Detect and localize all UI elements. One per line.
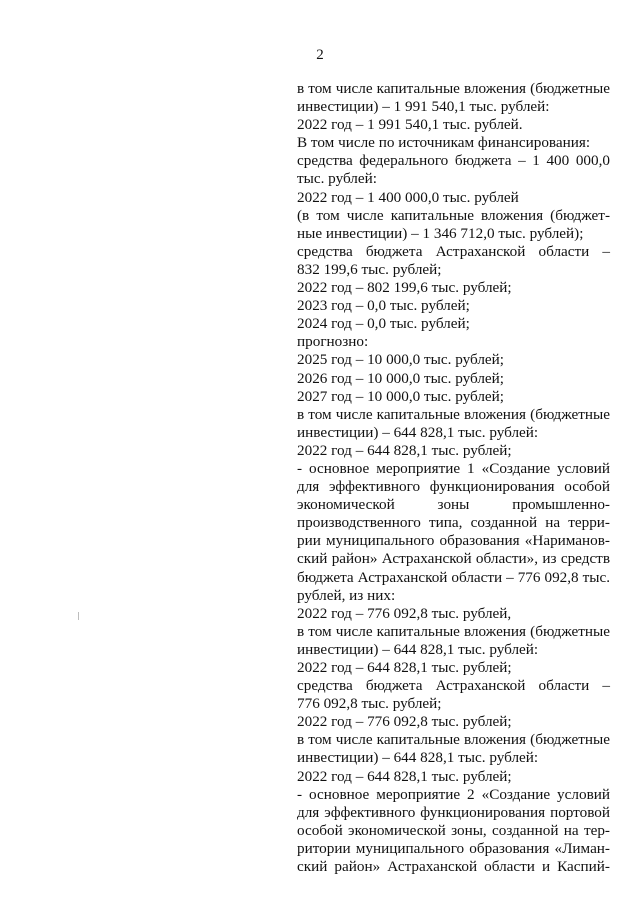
text-line: ский район» Астраханской области и Каспий- [297,858,610,876]
text-line: инвестиции) – 644 828,1 тыс. рублей: [297,749,539,767]
text-line: 2022 год – 776 092,8 тыс. рублей; [297,713,512,731]
text-line: 2022 год – 644 828,1 тыс. рублей; [297,767,512,785]
text-line: 2022 год – 644 828,1 тыс. рублей; [297,659,512,676]
text-line: 2027 год – 10 000,0 тыс. рублей; [297,387,505,405]
text-line: производственного типа, созданной на терри- [297,514,610,532]
text-line: 776 092,8 тыс. рублей; [297,695,442,713]
text-line: инвестиции) – 644 828,1 тыс. рублей: [297,423,539,441]
text-line: прогнозно: [297,333,369,351]
text-line: тыс. рублей: [297,170,377,188]
text-line: ные инвестиции) – 1 346 712,0 тыс. рублей); [297,224,584,242]
text-line: 2024 год – 0,0 тыс. рублей; [297,315,470,333]
text-line: 2025 год – 10 000,0 тыс. рублей; [297,351,505,369]
text-line: в том числе капитальные вложения (бюджетные [297,405,610,423]
text-line: бюджета Астраханской области – 776 092,8 тыс. [297,568,610,586]
text-line: средства бюджета Астраханской области – [297,677,610,695]
text-line: средства федерального бюджета – 1 400 000,0 [297,152,610,170]
text-line: 832 199,6 тыс. рублей; [297,260,442,278]
text-line: для эффективного функционирования особой [297,478,610,496]
text-line: особой экономической зоны, созданной на тер- [297,821,610,839]
text-line: экономической зоны промышленно- [297,496,610,514]
text-line: средства бюджета Астраханской области – [297,242,610,260]
text-line: 2022 год – 1 400 000,0 тыс. рублей [297,188,519,206]
document-body-text [297,80,610,876]
text-line: рии муниципального образования «Нариманов- [297,532,610,550]
text-line: - основное мероприятие 1 «Создание условий [297,459,610,477]
text-line: ритории муниципального образования «Лиман- [297,839,610,857]
text-line: инвестиции) – 1 991 540,1 тыс. рублей: [297,98,550,116]
text-line: для эффективного функционирования портовой [297,803,610,821]
page-number: 2 [316,47,324,63]
text-line: инвестиции) – 644 828,1 тыс. рублей: [297,640,539,658]
text-line: (в том числе капитальные вложения (бюджет- [297,206,610,224]
text-line: - основное мероприятие 2 «Создание условий [297,785,610,803]
text-line: ский район» Астраханской области», из средств [297,550,610,568]
text-line: В том числе по источникам финансирования: [297,134,591,152]
text-line: в том числе капитальные вложения (бюджетные [297,80,610,97]
text-line: 2022 год – 776 092,8 тыс. рублей, [297,604,512,622]
text-line: 2022 год – 802 199,6 тыс. рублей; [297,279,512,297]
text-line: в том числе капитальные вложения (бюджетные [297,731,610,749]
text-line: 2026 год – 10 000,0 тыс. рублей; [297,369,505,387]
text-line: 2023 год – 0,0 тыс. рублей; [297,297,470,315]
scan-mark [78,612,79,620]
text-line: 2022 год – 644 828,1 тыс. рублей; [297,441,512,459]
text-line: в том числе капитальные вложения (бюджетные [297,622,610,640]
text-line: 2022 год – 1 991 540,1 тыс. рублей. [297,116,523,134]
text-line: рублей, из них: [297,586,396,604]
